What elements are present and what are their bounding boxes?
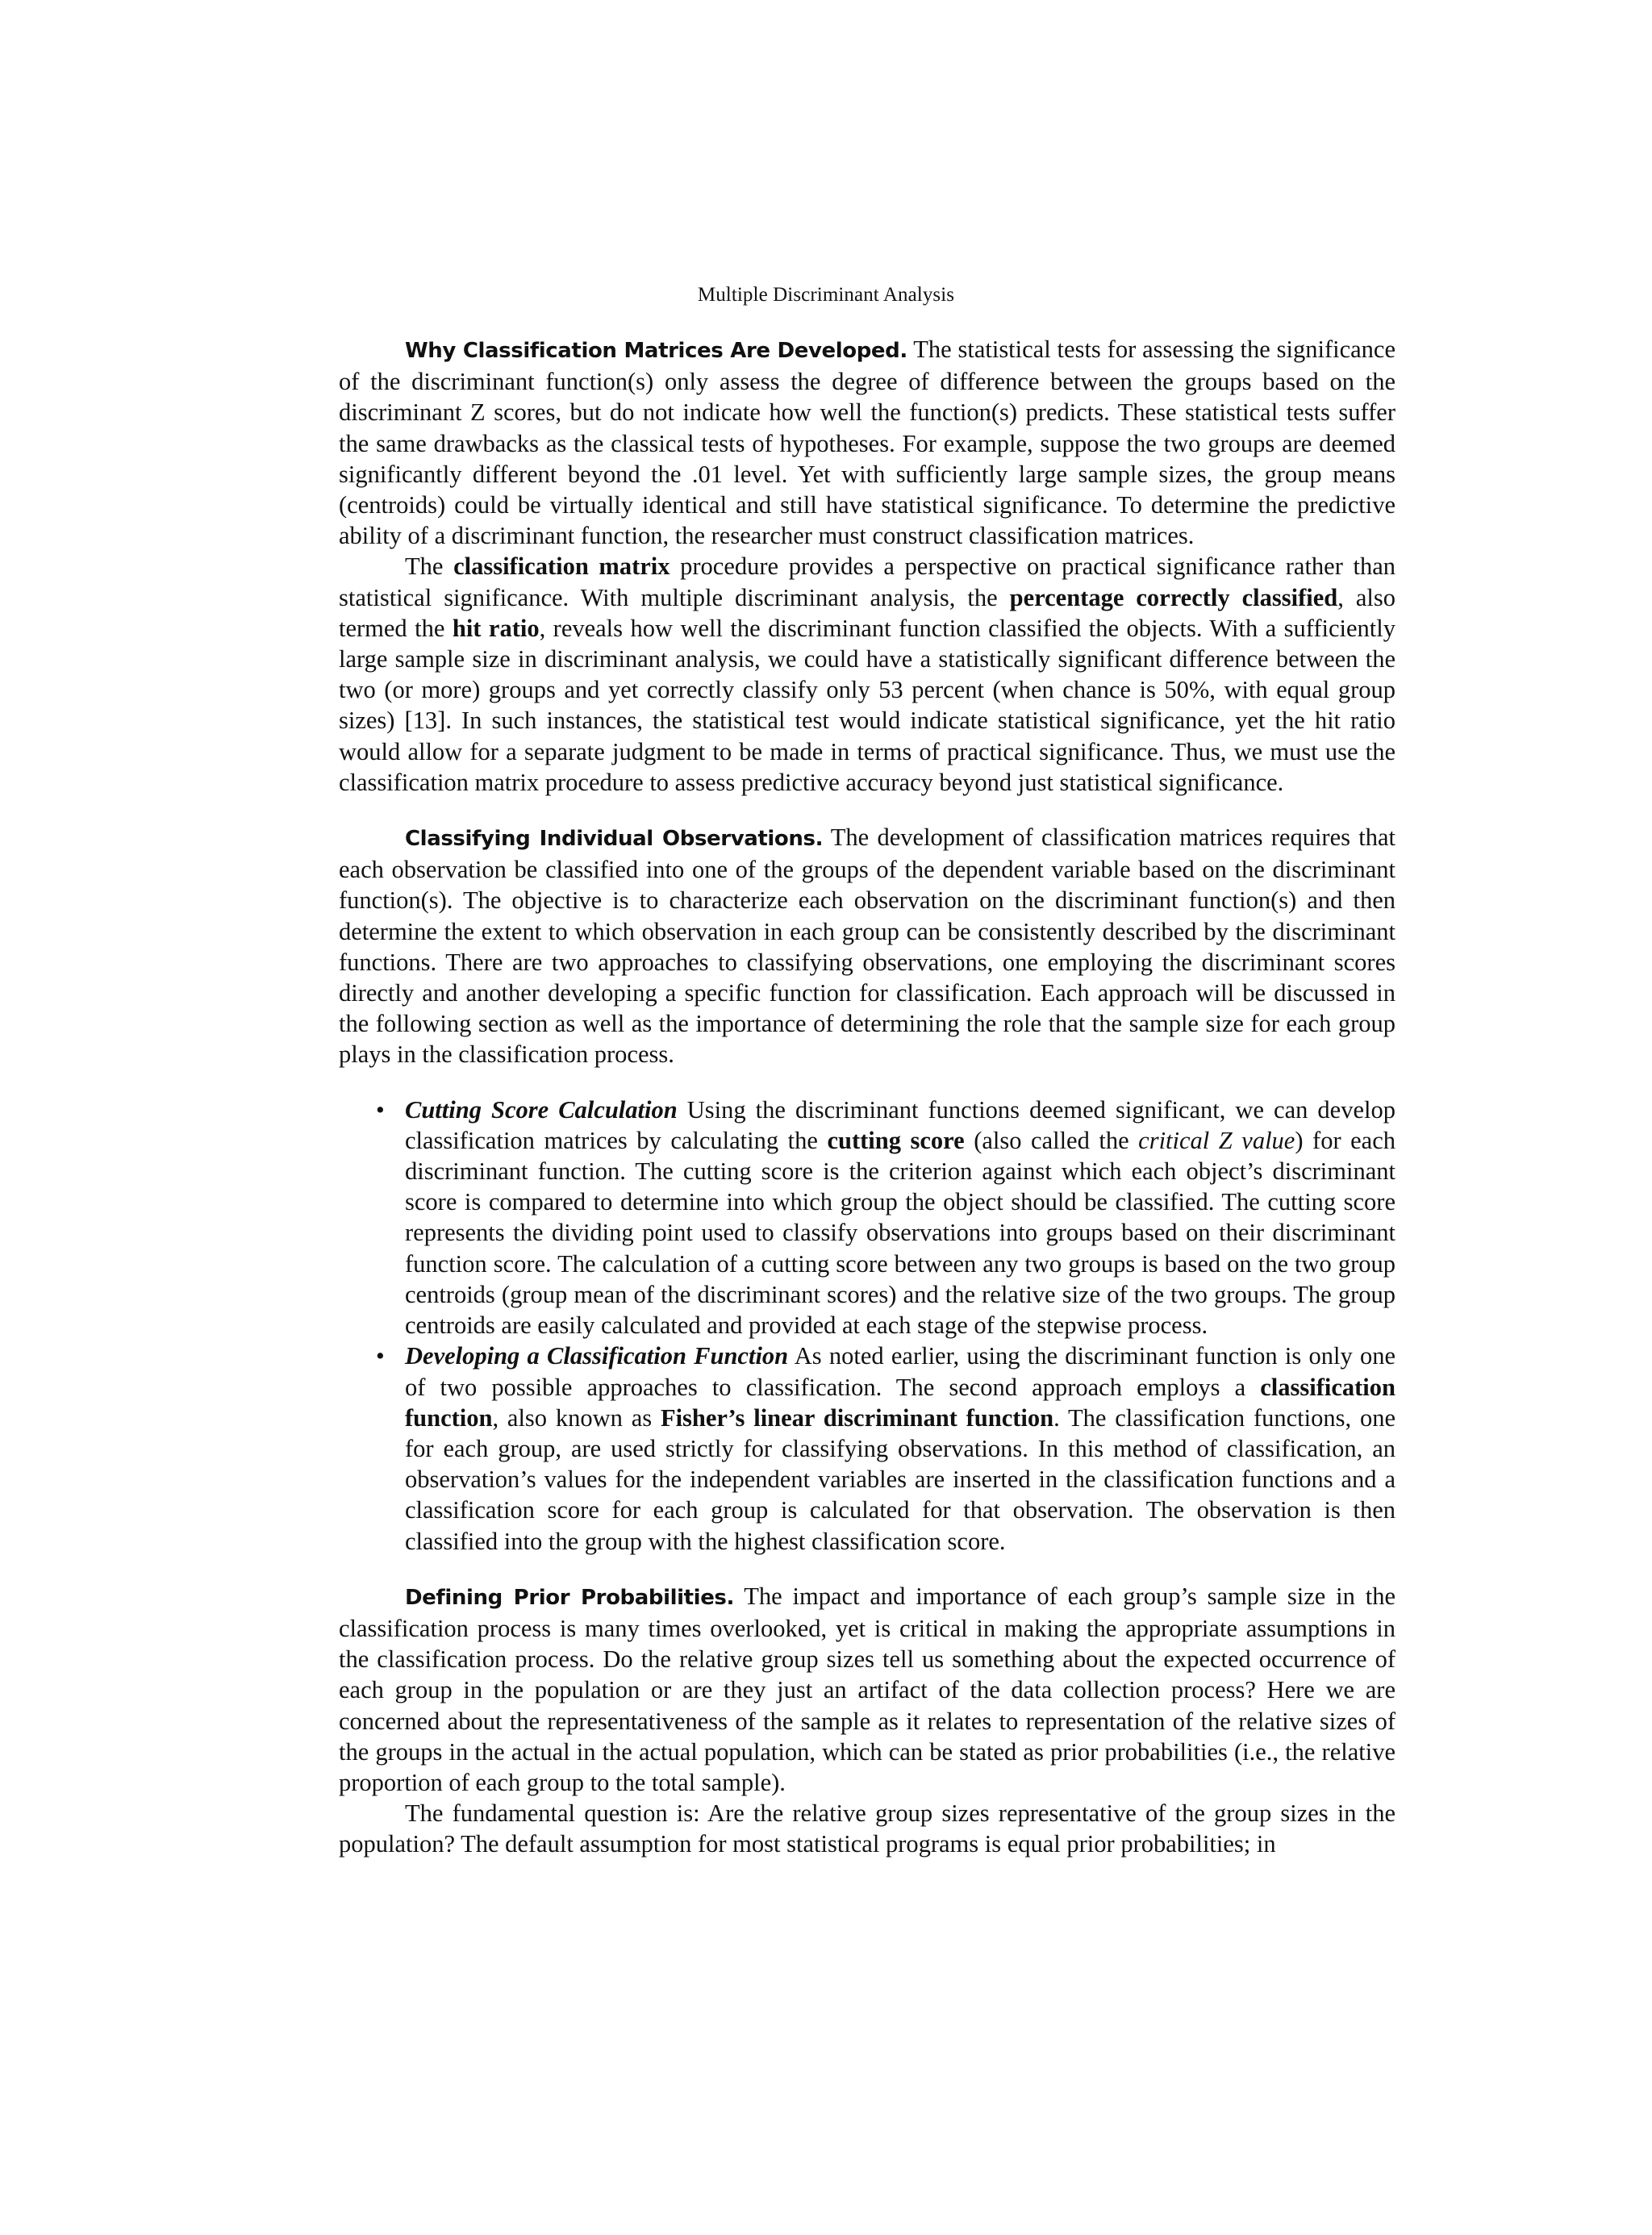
key-term: percentage correctly classified	[1009, 583, 1338, 611]
list-item	[376, 1341, 1395, 1556]
paragraph-text: , reveals how well the discriminant function classified the objects. With a sufficiently large sample size in discriminant analysis, we could have a statistically significant difference between the two (or more) groups and yet correctly classify only 53 percent (when chance is 50%, with equal group sizes) [13]. In such instances, the statistical test would indicate statistical significance, yet the hit ratio would allow for a separate judgment to be made in terms of practical significance. Thus, we must use the classification matrix procedure to assess predictive accuracy beyond just statistical significance.	[339, 614, 1395, 796]
list-item-text: , also known as	[492, 1403, 661, 1432]
key-term: Fisher’s linear discriminant function	[660, 1403, 1054, 1432]
key-term: cutting score	[827, 1126, 965, 1154]
paragraph-classification-matrix	[339, 551, 1395, 798]
paragraph-why-classification	[339, 334, 1395, 551]
bullet-heading: Cutting Score Calculation	[405, 1095, 678, 1124]
paragraph-classifying-observations	[339, 822, 1395, 1070]
running-head: Multiple Discriminant Analysis	[697, 284, 955, 306]
list-item-text: Using the discriminant functions deemed significant, we can develop classification matrices by calculating the	[405, 1095, 1395, 1154]
paragraph-text: The development of classification matrices requires that each observation be classified into one of the groups of the dependent variable based on the discriminant function(s). The objective is to characterize each observation on the discriminant function(s) and then determine the extent to which observation in each group can be consistently described by the discriminant functions. There are two approaches to classifying observations, one employing the discriminant scores directly and another developing a specific function for classification. Each approach will be discussed in the following section as well as the importance of determining the role that the sample size for each group plays in the classification process.	[339, 824, 1396, 1069]
list-item-text: . The classification functions, one for each group, are used strictly for classifying observations. In this method of classification, an observation’s values for the independent variables are inserted in the classification functions and a classification score for each group is calculated for that observation. The observation is then classified into the group with the highest classification score.	[405, 1403, 1395, 1555]
key-term: classification function	[405, 1373, 1395, 1432]
list-item-text: (also called the	[964, 1126, 1139, 1154]
section-heading-prior-probabilities: Defining Prior Probabilities.	[405, 1585, 734, 1610]
bullet-mark: •	[376, 1095, 385, 1124]
body-text	[339, 334, 1395, 1860]
list-item-text: As noted earlier, using the discriminant function is only one of two possible approaches to classification. The second approach employs a	[405, 1342, 1395, 1401]
list-item	[376, 1095, 1395, 1341]
paragraph-fundamental-question	[339, 1798, 1395, 1859]
key-term: classification matrix	[453, 552, 670, 581]
section-heading-classifying-observations: Classifying Individual Observations.	[405, 827, 824, 852]
paragraph-text: The impact and importance of each group’s sample size in the classification process is many times overlooked, yet is critical in making the appropriate assumptions in the classification process. Do the relative group sizes tell us something about the expected occurrence of each group in the population or are they just an artifact of the data collection process? Here we are concerned about the representativeness of the sample as it relates to representation of the relative sizes of the groups in the actual in the actual population, which can be stated as prior probabilities (i.e., the relative proportion of each group to the total sample).	[339, 1582, 1395, 1796]
paragraph-text: The fundamental question is: Are the relative group sizes representative of the group sizes in the population? The default assumption for most statistical programs is equal prior probabilities; in	[339, 1799, 1395, 1858]
bullet-list	[339, 1095, 1395, 1557]
bullet-mark: •	[376, 1342, 385, 1370]
list-item-text: ) for each discriminant function. The cutting score is the criterion against which each object’s discriminant score is compared to determine into which group the object should be classified. The cutting score represents the dividing point used to classify observations into groups based on their discriminant function score. The calculation of a cutting score between any two groups is based on the two group centroids (group mean of the discriminant scores) and the relative size of the two groups. The group centroids are easily calculated and provided at each stage of the stepwise process.	[405, 1126, 1395, 1340]
paragraph-prior-probabilities	[339, 1581, 1395, 1798]
key-term: hit ratio	[452, 614, 540, 642]
section-heading-why-classification: Why Classification Matrices Are Developed.	[405, 339, 907, 363]
bullet-heading: Developing a Classification Function	[405, 1342, 789, 1370]
paragraph-text: The	[405, 552, 454, 581]
paragraph-text: , also termed the	[339, 583, 1396, 642]
paragraph-text: procedure provides a perspective on practical significance rather than statistical significance. With multiple discriminant analysis, the	[339, 552, 1396, 611]
italic-term: critical Z value	[1138, 1126, 1295, 1154]
paragraph-text: The statistical tests for assessing the significance of the discriminant function(s) only assess the degree of difference between the groups based on the discriminant Z scores, but do not indicate how well the function(s) predicts. These statistical tests suffer the same drawbacks as the classical tests of hypotheses. For example, suppose the two groups are deemed significantly different beyond the .01 level. Yet with sufficiently large sample sizes, the group means (centroids) could be virtually identical and still have statistical significance. To determine the predictive ability of a discriminant function, the researcher must construct classification matrices.	[339, 336, 1396, 550]
